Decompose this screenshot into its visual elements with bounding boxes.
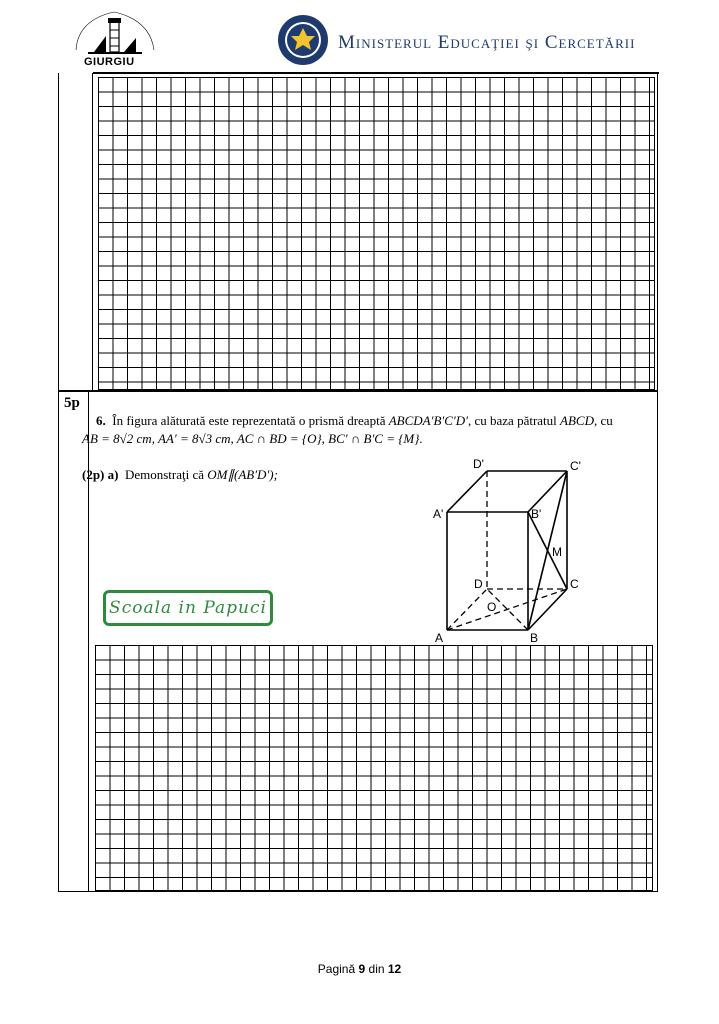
problem-statement-line2: AB = 8√2 cm, AA′ = 8√3 cm, AC ∩ BD = {O}, BC′ ∩ B′C = {M}. (82, 431, 423, 446)
isj-logo-name: GIURGIU (84, 56, 135, 68)
footer-page: 9 (358, 962, 366, 976)
label-B: B (530, 631, 539, 645)
footer-total: 12 (387, 962, 402, 976)
problem-statement-line1 (96, 413, 613, 429)
problem-points: 5p (64, 395, 80, 411)
label-M: M (552, 545, 562, 559)
government-seal-icon (277, 14, 329, 66)
page-footer (0, 962, 719, 976)
label-O: O (487, 600, 497, 614)
watermark-text: Scoala in Papuci (109, 598, 267, 618)
label-C1: C' (570, 459, 581, 473)
diag-AC (447, 589, 567, 630)
label-D1: D' (473, 457, 484, 471)
label-B1: B' (531, 507, 542, 521)
subpoint-a-text: Demonstraţi că (124, 467, 205, 482)
label-C: C (570, 577, 579, 591)
footer-prefix: Pagină (317, 962, 356, 976)
points-column-previous (58, 73, 93, 391)
base-name: ABCD (560, 413, 594, 428)
problem-number: 6. (96, 413, 106, 428)
label-A1: A' (433, 507, 444, 521)
label-A: A (435, 631, 444, 645)
subpoint-a-math: OM∥(AB′D′); (207, 467, 278, 482)
answer-grid-previous[interactable] (98, 77, 655, 390)
isj-giurgiu-logo (70, 6, 160, 72)
footer-sep: din (368, 962, 385, 976)
answer-grid[interactable] (95, 645, 653, 891)
edge-D1A1 (447, 471, 487, 512)
label-D: D (474, 577, 483, 591)
prism-name: ABCDA′B′C′D′ (388, 413, 468, 428)
prism-figure (425, 452, 595, 647)
ministry-title: Ministerul Educaţiei şi Cercetării (338, 32, 636, 53)
statement-end: , cu (593, 413, 613, 428)
subpoint-a (82, 467, 278, 483)
statement-text: În figura alăturată este reprezentată o prismă dreaptă (112, 413, 386, 428)
watermark-badge (103, 590, 273, 626)
statement-tail: , cu baza pătratul (467, 413, 557, 428)
subpoint-a-points: (2p) a) (82, 467, 119, 482)
